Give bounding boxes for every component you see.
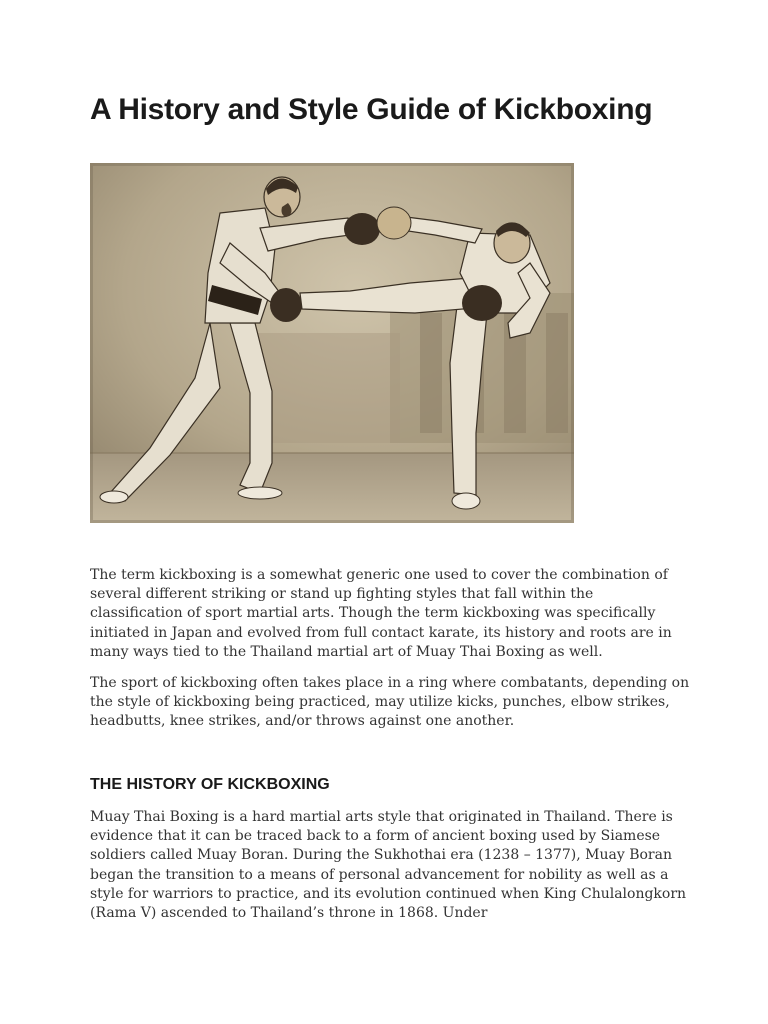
section-heading: THE HISTORY OF KICKBOXING <box>90 776 330 793</box>
ring-paragraph: The sport of kickboxing often takes place in a ring where combatants, depending on the style of kickboxing being practiced, may utilize kicks, punches, elbow strikes, headbutts, knee strikes, and/or throws against one another. <box>90 675 690 730</box>
kickboxing-photo <box>90 163 574 523</box>
page-title: A History and Style Guide of Kickboxing <box>90 93 653 126</box>
history-paragraph: Muay Thai Boxing is a hard martial arts style that originated in Thailand. There is evidence that it can be traced back to a form of ancient boxing used by Siamese soldiers called Muay Boran. During the Sukhothai era (1238 – 1377), Muay Boran began the transition to a means of personal advancement for nobility as well as a style for warriors to practice, and its evolution continued when King Chulalongkorn (Rama V) ascended to Thailand’s throne in 1868. Under <box>90 809 687 922</box>
intro-paragraph: The term kickboxing is a somewhat generic one used to cover the combination of several different striking or stand up fighting styles that fall within the classification of sport martial arts. Though the term kickboxing was specifically initiated in Japan and evolved from full contact karate, its history and roots are in many ways tied to the Thailand martial art of Muay Thai Boxing as well. <box>90 567 672 660</box>
